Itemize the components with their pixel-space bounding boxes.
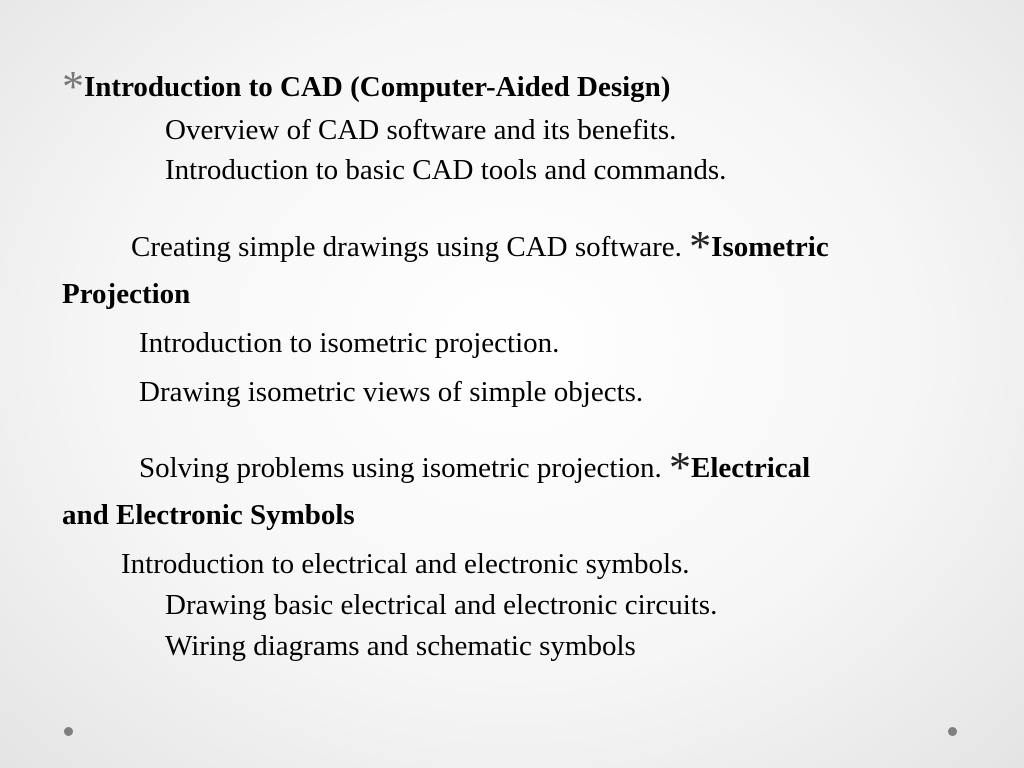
list-item: Wiring diagrams and schematic symbols (165, 630, 636, 662)
asterisk-bullet-icon: * (669, 443, 692, 493)
section-heading-cad (62, 60, 671, 112)
corner-dot-right (948, 727, 957, 736)
heading-text: Introduction to CAD (Computer-Aided Design) (84, 71, 671, 103)
list-item: Creating simple drawings using CAD software. (131, 231, 682, 263)
list-item: Overview of CAD software and its benefits. (165, 114, 677, 146)
mixed-line (139, 441, 811, 493)
section-heading-electrical-cont: and Electronic Symbols (62, 499, 355, 531)
asterisk-bullet-icon: * (62, 62, 84, 112)
list-item: Solving problems using isometric projection. (139, 452, 662, 484)
asterisk-bullet-icon: * (689, 222, 712, 272)
list-item: Introduction to basic CAD tools and commands. (165, 154, 727, 186)
section-heading-electrical: Electrical (691, 452, 811, 484)
corner-dot-left (64, 727, 73, 736)
section-heading-isometric: Isometric (711, 231, 829, 263)
list-item: Introduction to isometric projection. (139, 327, 560, 359)
list-item: Drawing basic electrical and electronic circuits. (165, 589, 718, 621)
list-item: Drawing isometric views of simple objects. (139, 376, 644, 408)
mixed-line (131, 220, 829, 272)
list-item: Introduction to electrical and electronic symbols. (121, 548, 690, 580)
section-heading-isometric-cont: Projection (62, 278, 191, 310)
